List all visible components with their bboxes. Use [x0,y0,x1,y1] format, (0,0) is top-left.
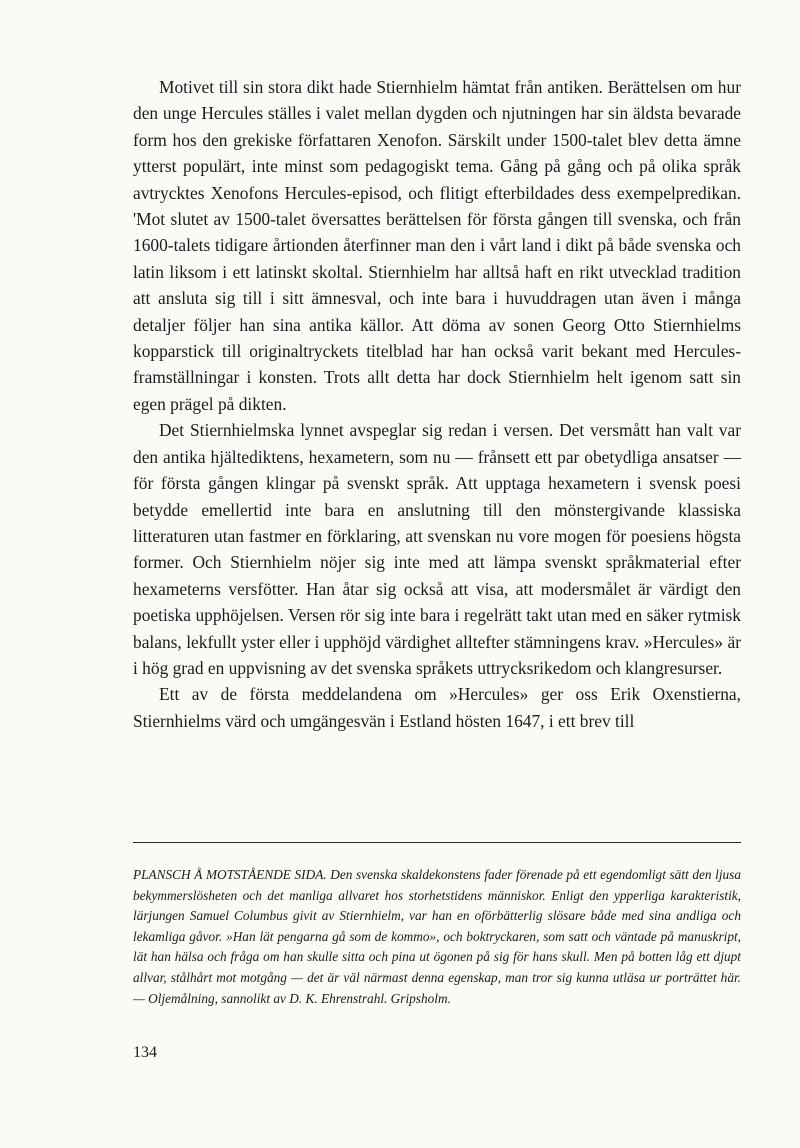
paragraph-3: Ett av de första meddelandena om »Hercules» ger oss Erik Oxenstierna, Stiernhielms värd och umgängesvän i Estland hösten 1647, i ett brev till [133,684,741,731]
plate-caption: PLANSCH Å MOTSTÅENDE SIDA. Den svenska skaldekonstens fader förenade på ett egendomligt sätt den ljusa bekymmerslösheten och det manliga allvaret hos storhetstidens människor. Enligt den ypperliga karakteristik, lärjungen Samuel Columbus givit av Stiernhielm, var han en oförbätterlig slösare både med sina andliga och lekamliga gåvor. »Han lät pengarna gå som de kommo», och boktryckaren, som satt och väntade på manuskript, lät han hälsa och fråga om han skulle sitta och pina ut ögonen på sig för hans skull. Men på botten låg ett djupt allvar, stålhårt mot motgång — det är väl närmast denna egenskap, man tror sig kunna utläsa ur porträttet här. — Oljemålning, sannolikt av D. K. Ehrenstrahl. Gripsholm. [133,867,741,1006]
footnote-divider [133,842,741,843]
paragraph-1: Motivet till sin stora dikt hade Stiernhielm hämtat från antiken. Berättelsen om hur den unge Hercules ställes i valet mellan dygden och njutningen har sin äldsta bevarade form hos den grekiske författaren Xenofon. Särskilt under 1500-talet blev detta ämne ytterst populärt, inte minst som pedagogiskt tema. Gång på gång och på olika språk avtrycktes Xenofons Hercules-episod, och flitigt efterbildades dess exempelpredikan. 'Mot slutet av 1500-talet översattes berättelsen för första gången till svenska, och från 1600-talets tidigare årtionden återfinner man den i vårt land i dikt på både svenska och latin liksom i ett latinskt skoltal. Stiernhielm har alltså haft en rikt utvecklad tradition att ansluta sig till i sitt ämnesval, och inte bara i huvuddragen utan även i många detaljer följer han sina antika källor. Att döma av sonen Georg Otto Stiernhielms kopparstick till originaltryckets titelblad har han också varit bekant med Hercules-framställningar i konsten. Trots allt detta har dock Stiernhielm helt igenom satt sin egen prägel på dikten. [133,77,741,414]
page-number: 134 [133,1044,157,1061]
body-text [133,74,741,734]
paragraph-2: Det Stiernhielmska lynnet avspeglar sig redan i versen. Det versmått han valt var den antika hjältediktens, hexametern, som nu — frånsett ett par obetydliga ansatser — för första gången klingar på svenskt språk. Att upptaga hexametern i svensk poesi betydde emellertid inte bara en anslutning till den mönstergivande klassiska litteraturen utan fastmer en förklaring, att svenskan nu vore mogen för poesiens högsta former. Och Stiernhielm nöjer sig inte med att lämpa svenskt språkmaterial efter hexameterns versfötter. Han åtar sig också att visa, att modersmålet är värdigt den poetiska upphöjelsen. Versen rör sig inte bara i regelrätt takt utan med en säker rytmisk balans, lekfullt yster eller i upphöjd värdighet alltefter stämningens krav. »Hercules» är i hög grad en uppvisning av det svenska språkets uttrycksrikedom och klangresurser. [133,420,741,678]
